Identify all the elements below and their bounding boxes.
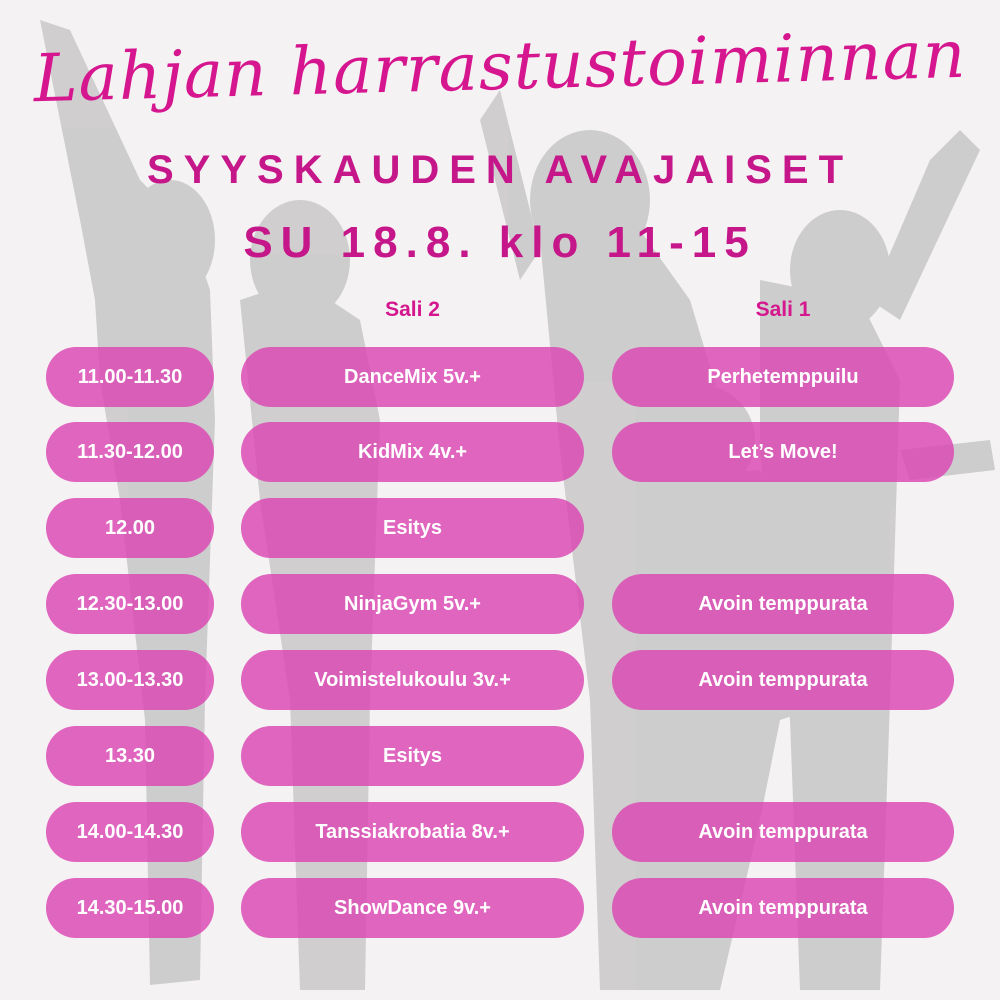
column-header-sali-2: Sali 2 <box>385 298 440 321</box>
sali-1-activity: Avoin temppurata <box>612 878 954 938</box>
time-slot: 14.00-14.30 <box>46 802 214 862</box>
sali-2-activity: Voimistelukoulu 3v.+ <box>241 650 584 710</box>
sali-1-activity: Let’s Move! <box>612 422 954 482</box>
poster-title: Lahjan harrastustoiminnan <box>32 15 968 118</box>
time-slot: 11.30-12.00 <box>46 422 214 482</box>
time-slot: 13.00-13.30 <box>46 650 214 710</box>
event-date: SU 18.8. klo 11-15 <box>243 218 757 267</box>
time-slot: 12.30-13.00 <box>46 574 214 634</box>
column-header-sali-1: Sali 1 <box>755 298 811 321</box>
sali-2-activity: Tanssiakrobatia 8v.+ <box>241 802 584 862</box>
sali-2-activity: NinjaGym 5v.+ <box>241 574 584 634</box>
sali-2-activity: Esitys <box>241 726 584 786</box>
time-slot: 11.00-11.30 <box>46 347 214 407</box>
time-slot: 13.30 <box>46 726 214 786</box>
sali-2-activity: KidMix 4v.+ <box>241 422 584 482</box>
sali-2-activity: Esitys <box>241 498 584 558</box>
sali-2-activity: DanceMix 5v.+ <box>241 347 584 407</box>
sali-2-activity: ShowDance 9v.+ <box>241 878 584 938</box>
event-subtitle: SYYSKAUDEN AVAJAISET <box>146 148 853 192</box>
time-slot: 14.30-15.00 <box>46 878 214 938</box>
sali-1-activity: Avoin temppurata <box>612 802 954 862</box>
sali-1-activity: Avoin temppurata <box>612 574 954 634</box>
sali-1-activity: Perhetemppuilu <box>612 347 954 407</box>
time-slot: 12.00 <box>46 498 214 558</box>
sali-1-activity: Avoin temppurata <box>612 650 954 710</box>
